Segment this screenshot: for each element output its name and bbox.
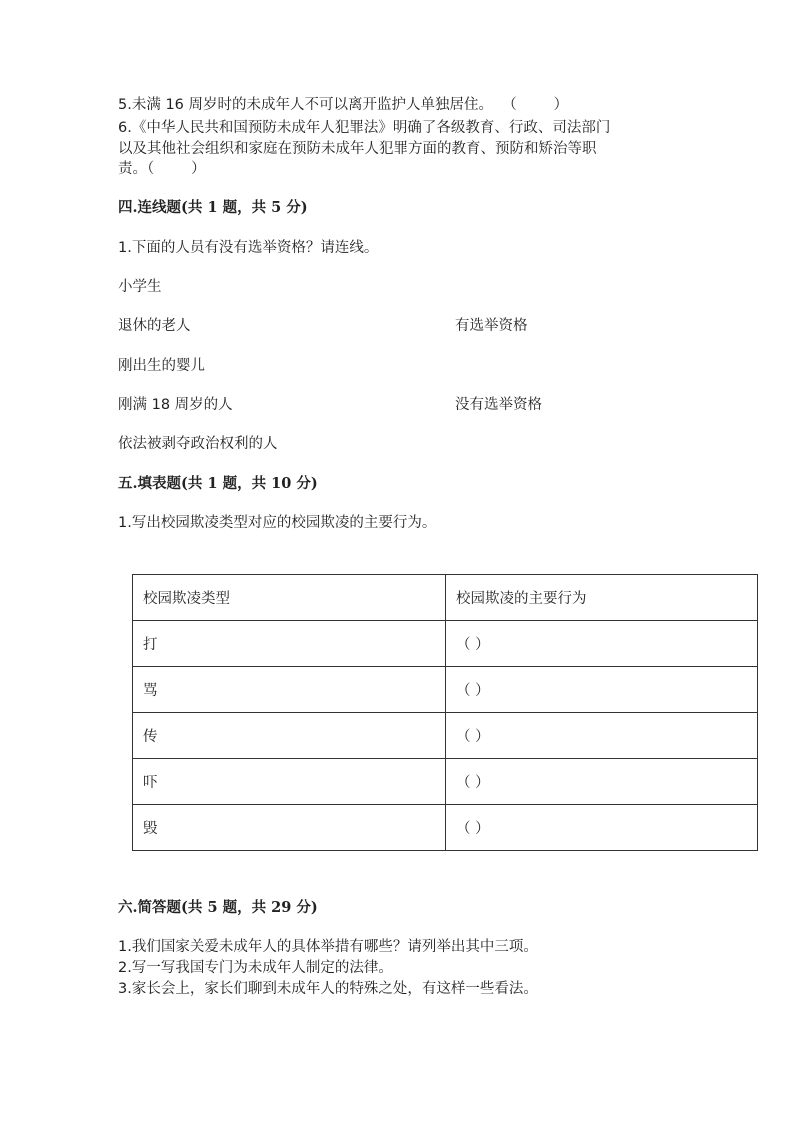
section-5-heading: 五.填表题(共 1 题，共 10 分)	[118, 475, 318, 492]
match-right-item-1: 有选举资格	[455, 318, 528, 334]
match-left-item-1: 小学生	[118, 279, 162, 295]
table-cell-type: 骂	[133, 667, 446, 713]
section-6-question-3: 3.家长会上，家长们聊到未成年人的特殊之处，有这样一些看法。	[118, 981, 538, 997]
section-6-question-2: 2.写一写我国专门为未成年人制定的法律。	[118, 960, 393, 976]
table-cell-type: 毁	[133, 805, 446, 851]
match-left-item-2: 退休的老人	[118, 318, 191, 334]
question-6-line-1: 6.《中华人民共和国预防未成年人犯罪法》明确了各级教育、行政、司法部门	[118, 120, 611, 136]
match-left-item-3: 刚出生的婴儿	[118, 358, 205, 374]
table-cell-type: 打	[133, 621, 446, 667]
bullying-table	[132, 574, 758, 851]
question-5: 5.未满 16 周岁时的未成年人不可以离开监护人单独居住。 （ ）	[118, 97, 569, 113]
match-left-item-5: 依法被剥夺政治权利的人	[118, 436, 278, 452]
table-header-type: 校园欺凌类型	[133, 575, 446, 621]
match-left-item-4: 刚满 18 周岁的人	[118, 397, 233, 413]
question-6-line-2: 以及其他社会组织和家庭在预防未成年人犯罪方面的教育、预防和矫治等职	[118, 141, 597, 157]
question-6-line-3: 责。（ ）	[118, 161, 206, 177]
table-row	[133, 759, 758, 805]
section-6-question-1: 1.我们国家关爱未成年人的具体举措有哪些？请列举出其中三项。	[118, 939, 538, 955]
table-cell-type: 传	[133, 713, 446, 759]
section-5-question: 1.写出校园欺凌类型对应的校园欺凌的主要行为。	[118, 515, 437, 531]
table-cell-answer-blank[interactable]: （ ）	[446, 713, 758, 759]
table-row	[133, 713, 758, 759]
table-row	[133, 805, 758, 851]
table-row	[133, 667, 758, 713]
table-cell-type: 吓	[133, 759, 446, 805]
table-cell-answer-blank[interactable]: （ ）	[446, 805, 758, 851]
table-row	[133, 621, 758, 667]
match-right-item-2: 没有选举资格	[455, 397, 542, 413]
section-6-heading: 六.简答题(共 5 题，共 29 分)	[118, 899, 318, 916]
section-4-heading: 四.连线题(共 1 题，共 5 分)	[118, 199, 308, 216]
table-cell-answer-blank[interactable]: （ ）	[446, 667, 758, 713]
section-4-question: 1.下面的人员有没有选举资格？请连线。	[118, 240, 379, 256]
table-cell-answer-blank[interactable]: （ ）	[446, 759, 758, 805]
table-header-behavior: 校园欺凌的主要行为	[446, 575, 758, 621]
table-header-row	[133, 575, 758, 621]
table-cell-answer-blank[interactable]: （ ）	[446, 621, 758, 667]
